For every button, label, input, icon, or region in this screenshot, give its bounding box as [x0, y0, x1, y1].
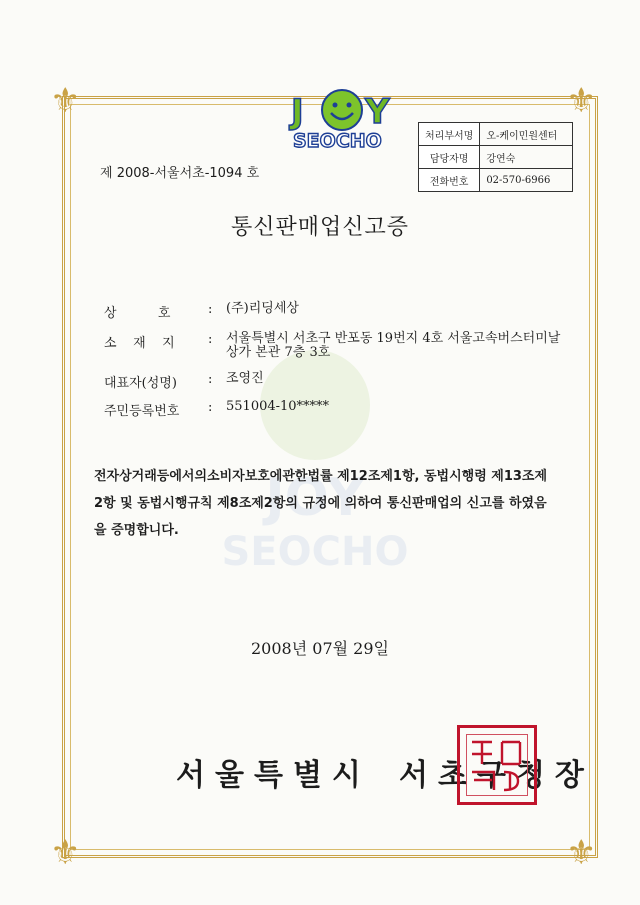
field-colon: : — [208, 400, 213, 415]
table-row — [419, 146, 573, 169]
handler-label: 처리부서명 — [419, 123, 480, 146]
field-label: 상 호 — [104, 306, 171, 321]
issuer-name: 서울특별시 서초구청장 — [176, 758, 594, 793]
svg-text:JOY: JOY — [265, 468, 365, 528]
field-value: 조영진 — [226, 371, 264, 386]
handler-value: 02-570-6966 — [480, 169, 573, 192]
official-seal-icon — [457, 725, 537, 805]
seal-glyphs-icon — [460, 728, 534, 802]
svg-text:SEOCHO: SEOCHO — [293, 130, 382, 152]
field-value: 서울특별시 서초구 반포동 19번지 4호 서울고속버스터미날상가 본관 7층 3호 — [226, 331, 561, 360]
svg-text:Y: Y — [365, 92, 390, 132]
field-value: (주)리딩세상 — [226, 301, 299, 316]
svg-text:J: J — [291, 92, 304, 132]
table-row — [419, 169, 573, 192]
handler-value: 오-케이민원센터 — [480, 123, 573, 146]
table-row — [419, 123, 573, 146]
fleur-corner-icon: ⚜ — [566, 833, 597, 873]
fleur-corner-icon: ⚜ — [566, 81, 597, 121]
joy-seocho-logo — [285, 85, 415, 155]
fleur-corner-icon: ⚜ — [50, 833, 81, 873]
field-value: 551004-10***** — [226, 399, 330, 414]
document-title: 통신판매업신고증 — [230, 215, 410, 240]
handler-value: 강연숙 — [480, 146, 573, 169]
handler-label: 담당자명 — [419, 146, 480, 169]
handler-label: 전화번호 — [419, 169, 480, 192]
field-colon: : — [208, 372, 213, 387]
certification-statement: 전자상거래등에서의소비자보호에관한법률 제12조제1항, 동법시행령 제13조제2항 및 동법시행규칙 제8조제2항의 규정에 의하여 통신판매업의 신고를 하였음을 증명합니다. — [94, 469, 548, 538]
field-label: 주민등록번호 — [104, 404, 180, 419]
svg-text:SEOCHO: SEOCHO — [221, 529, 409, 575]
field-colon: : — [208, 332, 213, 347]
field-label: 소 재 지 — [104, 336, 175, 351]
issue-date: 2008년 07월 29일 — [251, 639, 389, 658]
field-label: 대표자(성명) — [104, 376, 177, 391]
fleur-corner-icon: ⚜ — [50, 81, 81, 121]
handler-info-table — [418, 122, 573, 192]
field-colon: : — [208, 302, 213, 317]
certificate-number: 제 2008-서울서초-1094 호 — [100, 166, 260, 181]
